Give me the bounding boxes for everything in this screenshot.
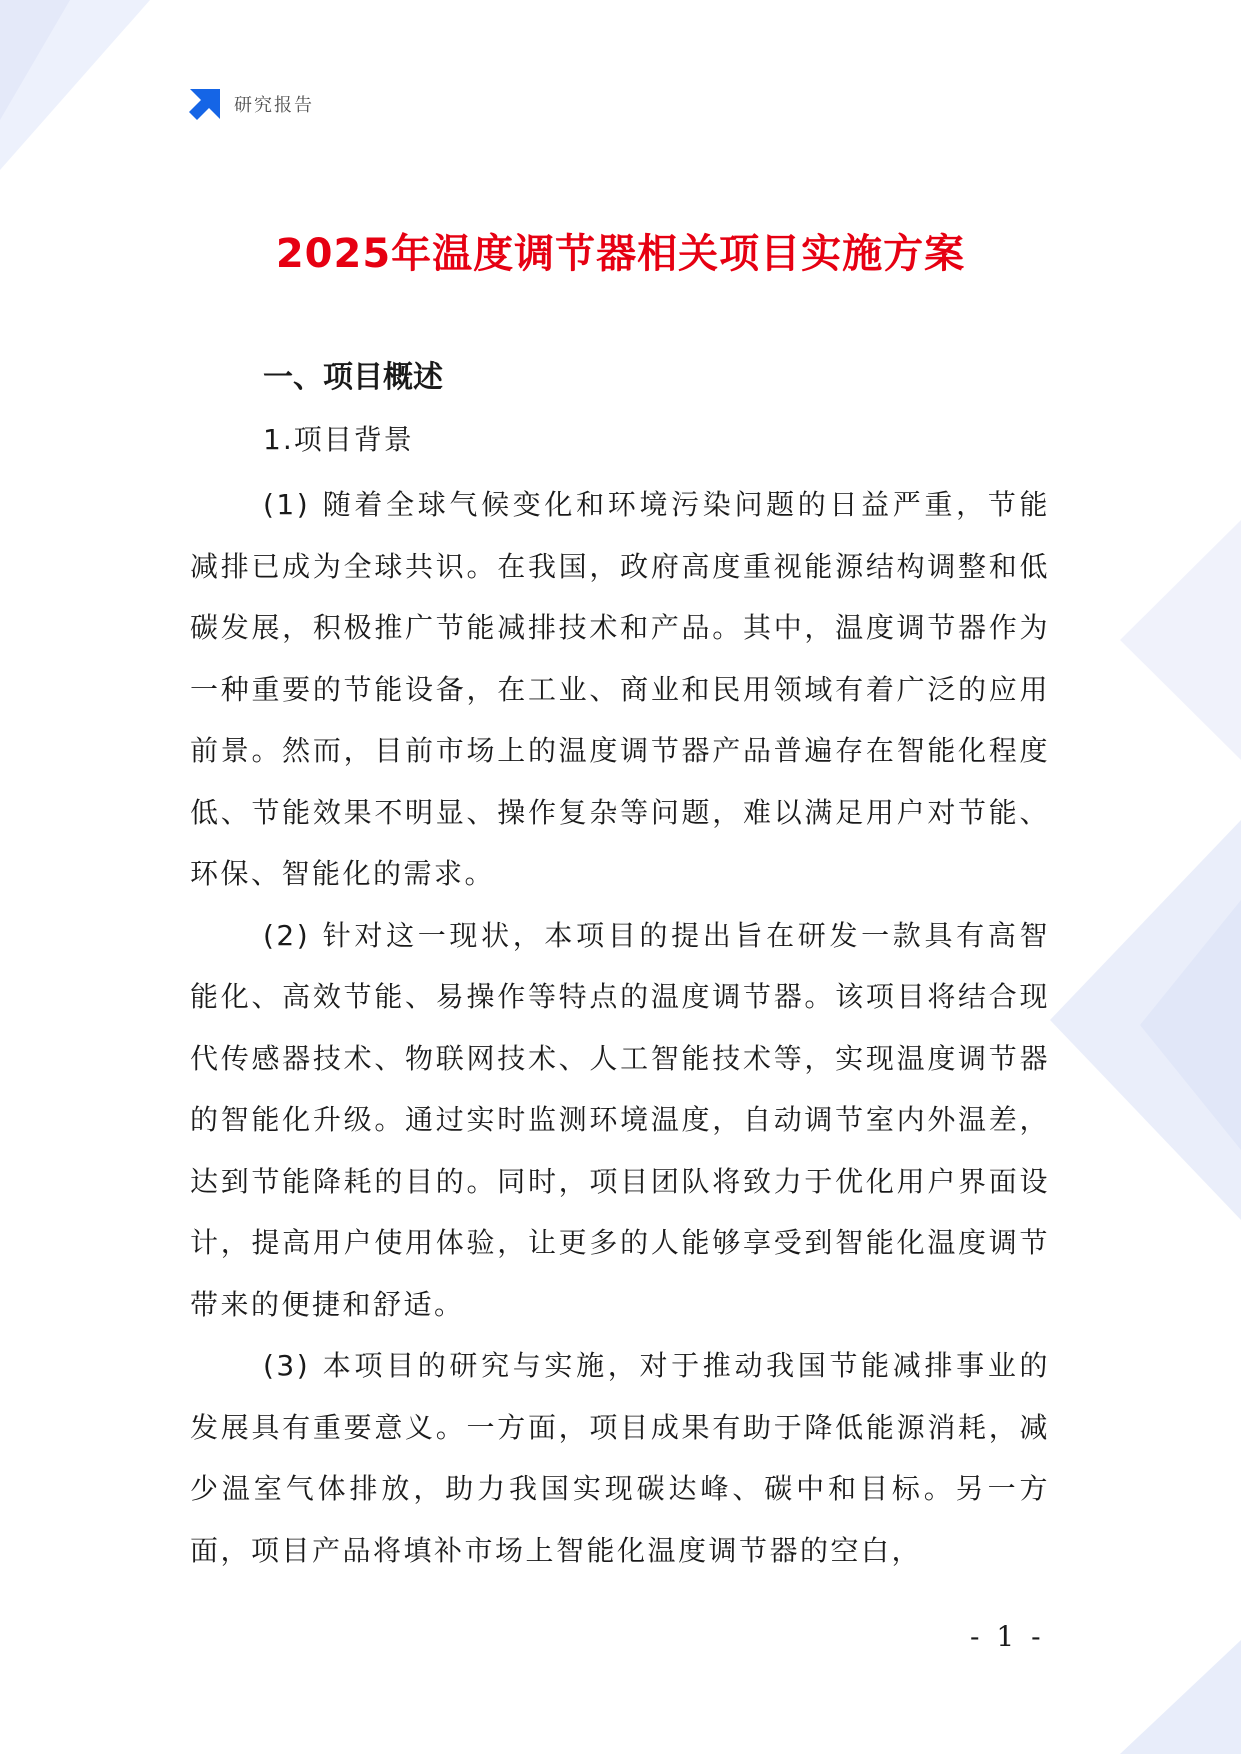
- header-brand: [188, 86, 314, 122]
- document-body: [190, 352, 1050, 1581]
- paragraph: (2) 针对这一现状，本项目的提出旨在研发一款具有高智能化、高效节能、易操作等特点的温度调节器。该项目将结合现代传感器技术、物联网技术、人工智能技术等，实现温度调节器的智能化升级。通过实时监测环境温度，自动调节室内外温差，达到节能降耗的目的。同时，项目团队将致力于优化用户界面设计，提高用户使用体验，让更多的人能够享受到智能化温度调节带来的便捷和舒适。: [190, 918, 1050, 1321]
- paragraph: (1) 随着全球气候变化和环境污染问题的日益严重，节能减排已成为全球共识。在我国，政府高度重视能源结构调整和低碳发展，积极推广节能减排技术和产品。其中，温度调节器作为一种重要的节能设备，在工业、商业和民用领域有着广泛的应用前景。然而，目前市场上的温度调节器产品普遍存在智能化程度低、节能效果不明显、操作复杂等问题，难以满足用户对节能、环保、智能化的需求。: [190, 488, 1050, 890]
- section-heading: 一、项目概述: [263, 360, 443, 395]
- paragraph: (3) 本项目的研究与实施，对于推动我国节能减排事业的发展具有重要意义。一方面，项目成果有助于降低能源消耗，减少温室气体排放，助力我国实现碳达峰、碳中和目标。另一方面，项目产品将填补市场上智能化温度调节器的空白，: [190, 1349, 1050, 1567]
- arrow-up-right-icon: [188, 87, 222, 121]
- brand-label: 研究报告: [234, 95, 314, 116]
- page-number: - 1 -: [970, 1620, 1045, 1653]
- document-title: 2025年温度调节器相关项目实施方案: [275, 231, 966, 277]
- sub-heading: 1.项目背景: [263, 423, 414, 456]
